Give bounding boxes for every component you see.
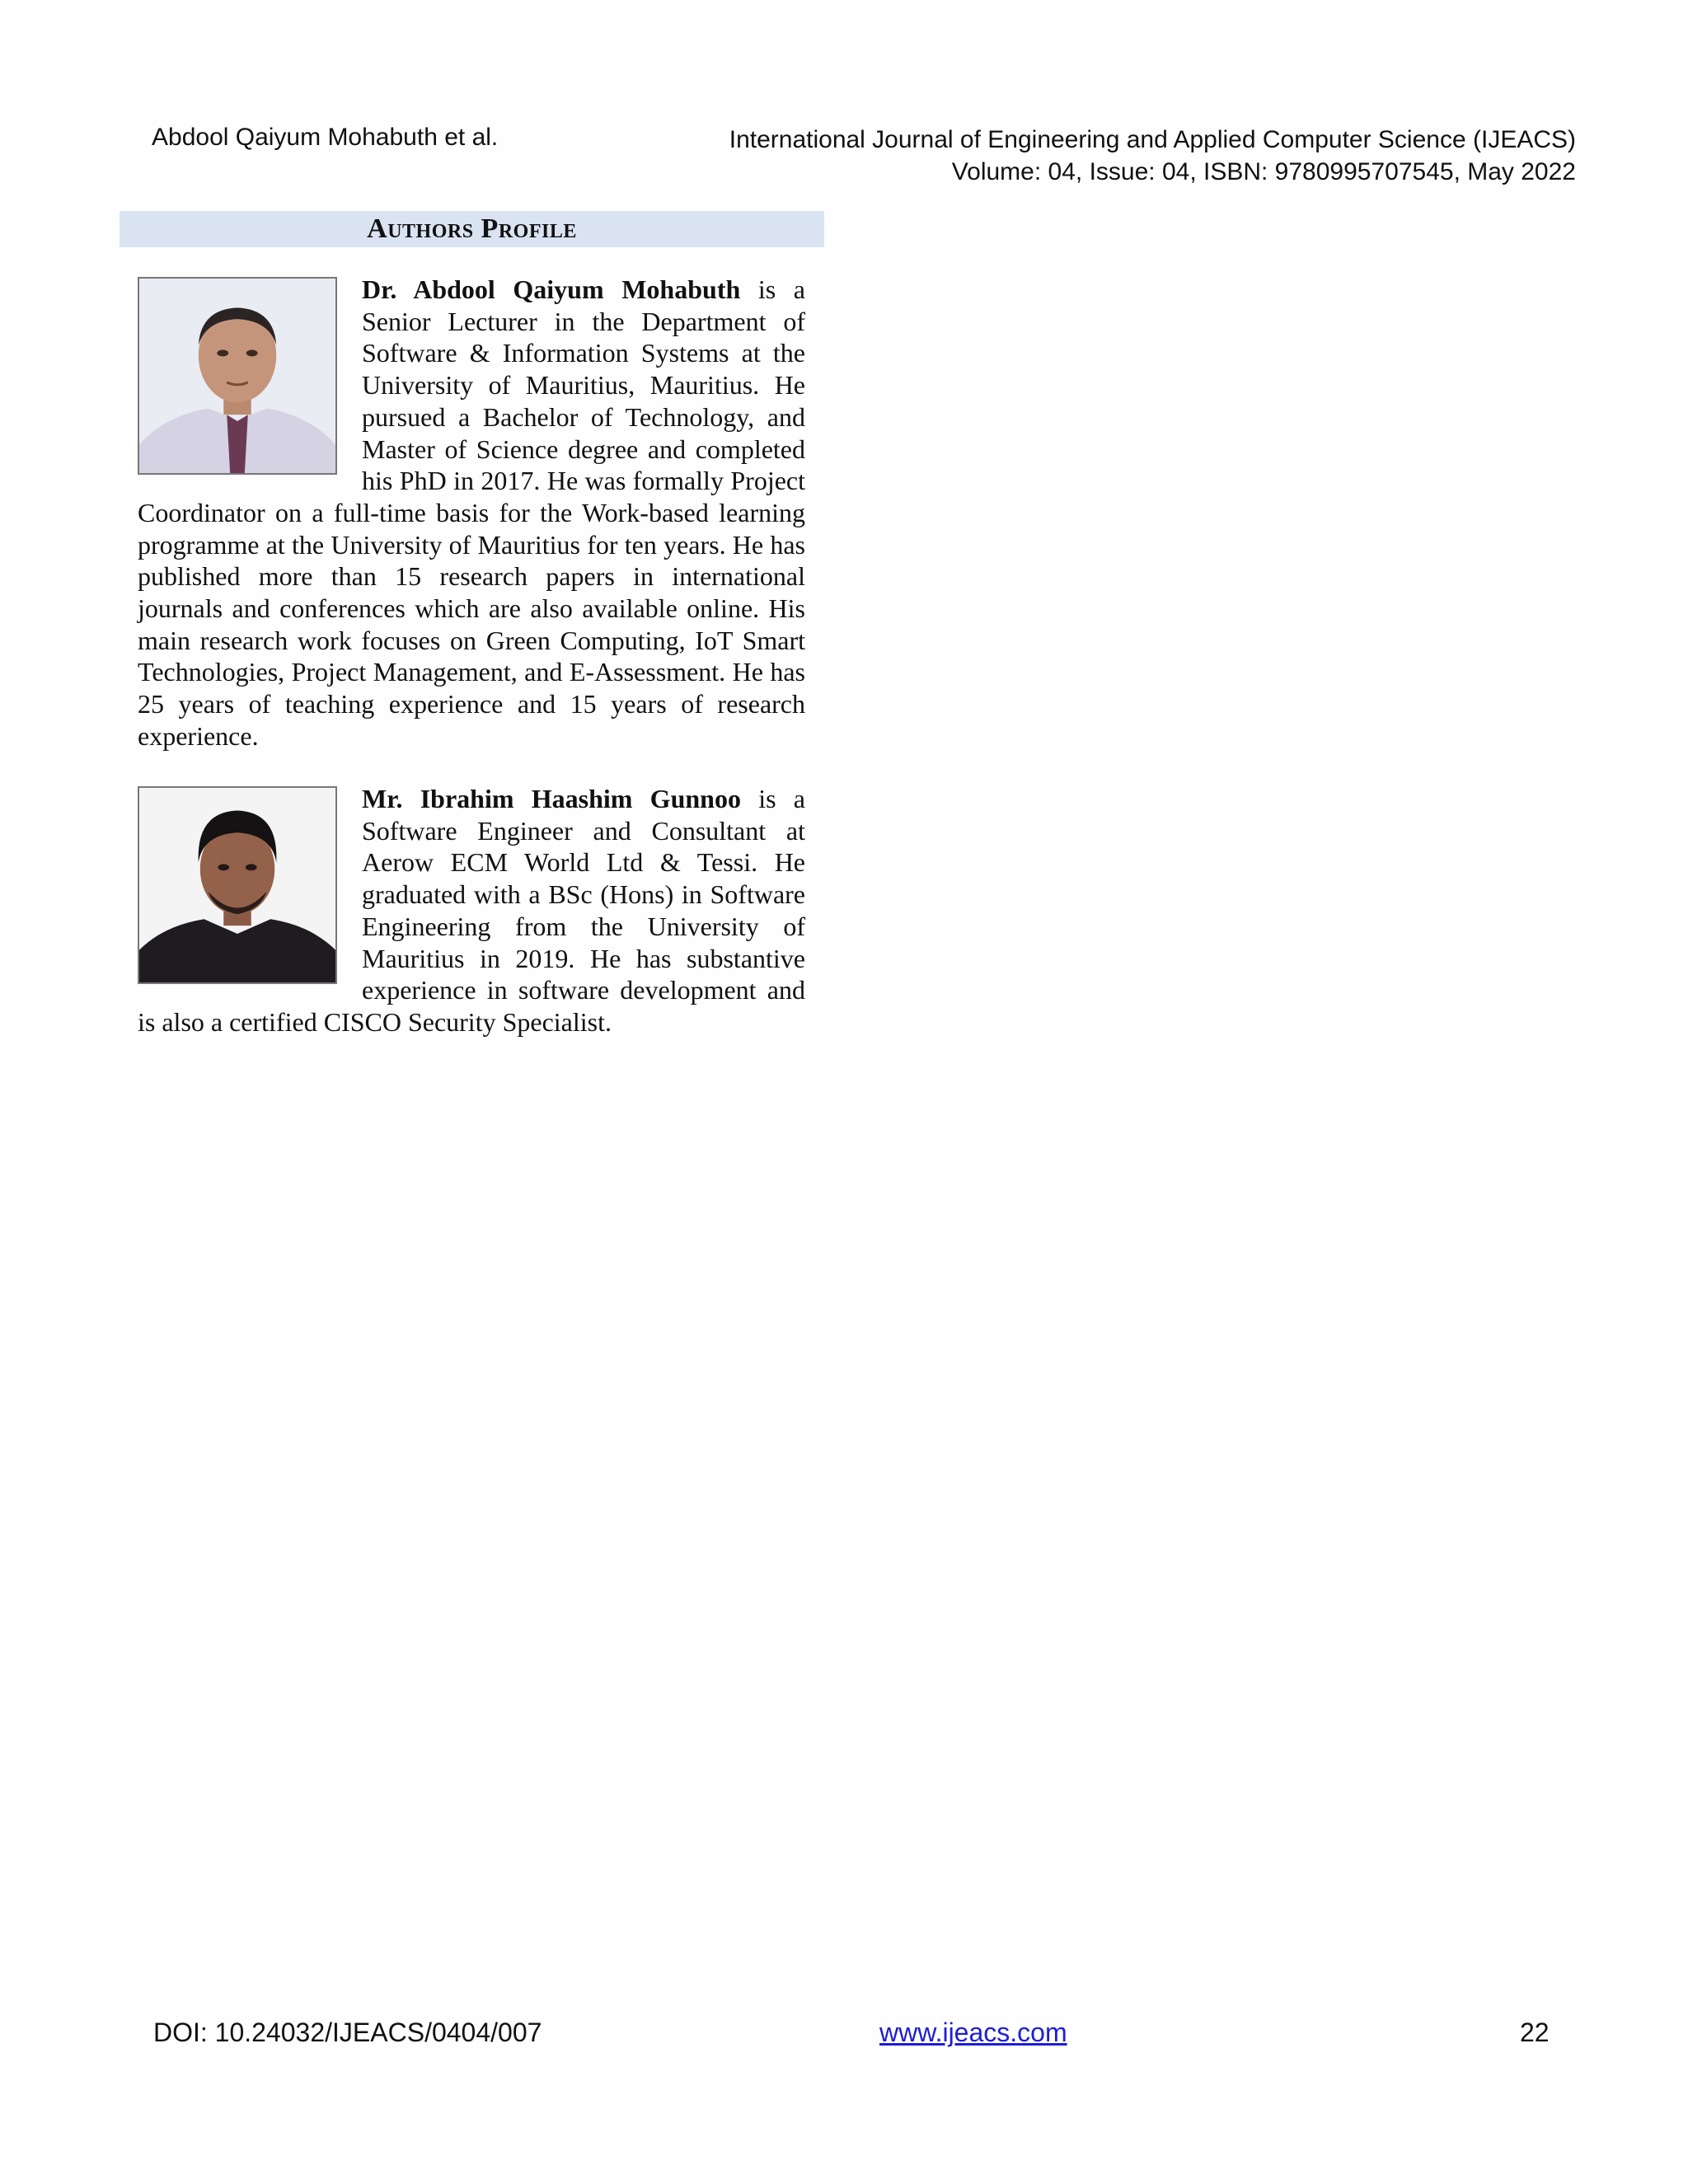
running-header-authors: Abdool Qaiyum Mohabuth et al. bbox=[152, 124, 499, 151]
section-title: Authors Profile bbox=[367, 213, 577, 244]
author-photo-2 bbox=[138, 786, 337, 984]
author-name-1: Dr. Abdool Qaiyum Mohabuth bbox=[362, 274, 741, 304]
journal-title: International Journal of Engineering and Applied Computer Science (IJEACS) bbox=[729, 126, 1576, 153]
author-photo-1 bbox=[138, 277, 337, 475]
author-bio-2: is a Software Engineer and Consultant at Aerow ECM World Ltd & Tessi. He graduated with a BSc (Hons) in Software Engineering from the University of Mauritius in 2019. He has substantive experience in software development and is also a certified CISCO Security Specialist. bbox=[138, 784, 806, 1037]
running-header-journal bbox=[729, 124, 1576, 188]
author-profile-1 bbox=[138, 274, 805, 752]
page-number: 22 bbox=[1520, 2018, 1550, 2047]
author-name-2: Mr. Ibrahim Haashim Gunnoo bbox=[362, 784, 741, 813]
footer-doi: DOI: 10.24032/IJEACS/0404/007 bbox=[153, 2018, 542, 2047]
section-heading-bar bbox=[120, 211, 824, 247]
journal-volume-info: Volume: 04, Issue: 04, ISBN: 9780995707545, May 2022 bbox=[951, 158, 1576, 185]
author-profile-2 bbox=[138, 783, 805, 1038]
author-bio-1: is a Senior Lecturer in the Department of Software & Information Systems at the University of Mauritius, Mauritius. He pursued a Bachelor of Technology, and Master of Science degree and completed his PhD in 2017. He was formally Project Coordinator on a full-time basis for the Work-based learning programme at the University of Mauritius for ten years. He has published more than 15 research papers in international journals and conferences which are also available online. His main research work focuses on Green Computing, IoT Smart Technologies, Project Management, and E-Assessment. He has 25 years of teaching experience and 15 years of research experience. bbox=[138, 274, 805, 751]
footer-website-link[interactable]: www.ijeacs.com bbox=[879, 2018, 1067, 2047]
